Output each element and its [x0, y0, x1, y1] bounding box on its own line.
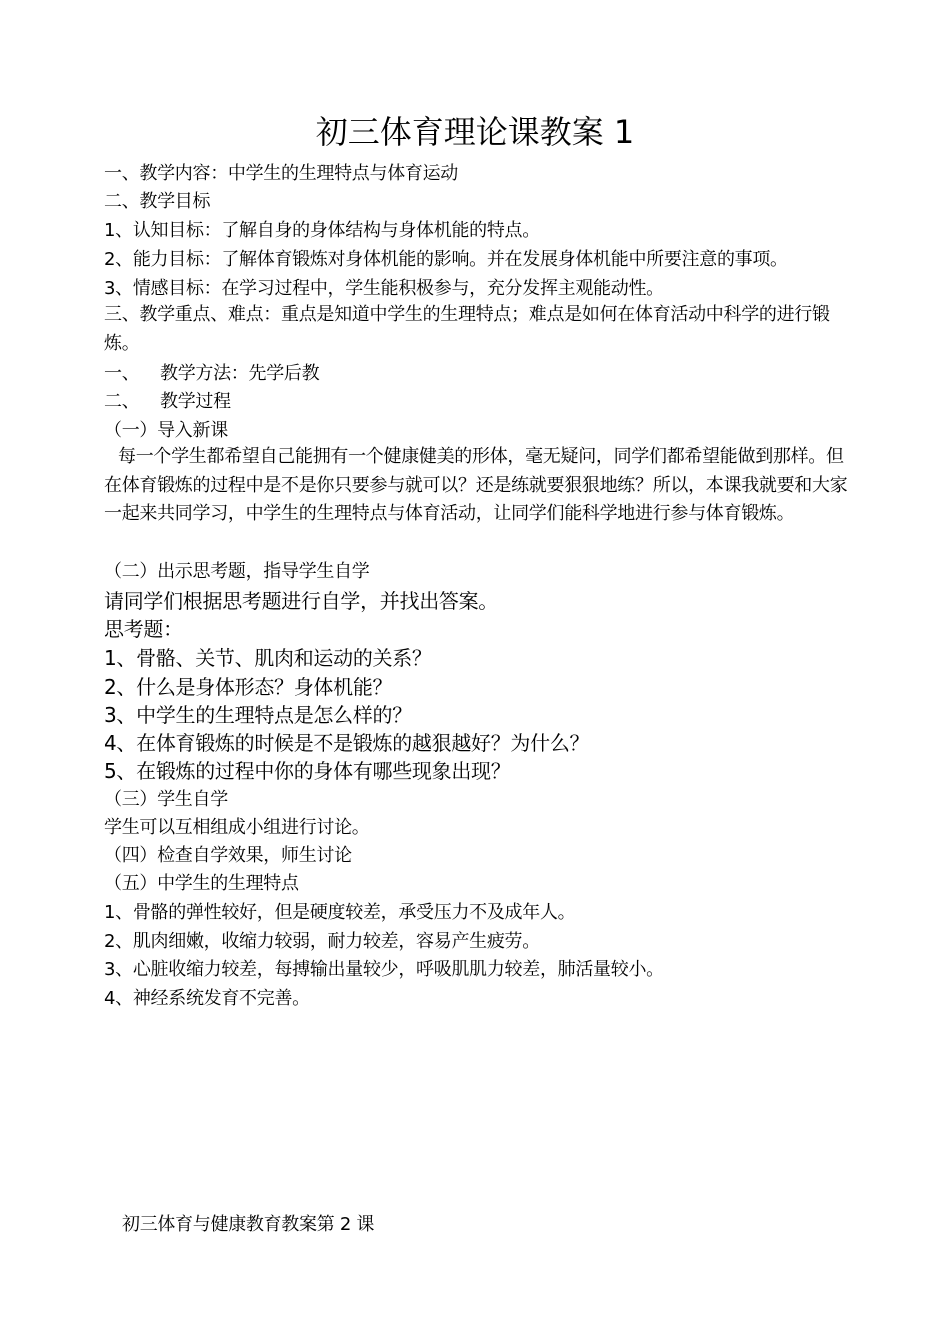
question-4: 4、在体育锻炼的时候是不是锻炼的越狠越好？为什么？: [104, 731, 590, 755]
question-3: 3、中学生的生理特点是怎么样的？: [104, 703, 412, 727]
process-number: 二、: [104, 391, 140, 412]
key-points: 三、教学重点、难点：重点是知道中学生的生理特点；难点是如何在体育活动中科学的进行锻炼。: [104, 304, 830, 354]
question-1: 1、骨骼、关节、肌肉和运动的关系？: [104, 646, 432, 670]
method-text: 教学方法：先学后教: [160, 363, 320, 384]
section-4-heading: （四）检查自学效果，师生讨论: [104, 845, 352, 866]
intro-text: 每一个学生都希望自己能拥有一个健康健美的形体，毫无疑问，同学们都希望能做到那样。但在体育锻炼的过程中是不是你只要参与就可以？还是练就要狠狠地练？所以，本课我就要和大家一起来共同学习，中学生的生理特点与体育活动，让同学们能科学地进行参与体育锻炼。: [104, 446, 848, 524]
section-2-heading: （二）出示思考题，指导学生自学: [104, 561, 370, 582]
section-3-text: 学生可以互相组成小组进行讨论。: [104, 817, 370, 838]
question-5: 5、在锻炼的过程中你的身体有哪些现象出现？: [104, 759, 511, 783]
intro-paragraph: [104, 443, 849, 529]
section-1-heading: （一）导入新课: [104, 420, 228, 441]
questions-label: 思考题：: [104, 617, 183, 641]
teaching-content: 一、教学内容：中学生的生理特点与体育运动: [104, 163, 458, 184]
goal-cognitive: 1、认知目标：了解自身的身体结构与身体机能的特点。: [104, 220, 540, 241]
teaching-process: [104, 391, 231, 413]
method-number: 一、: [104, 363, 140, 384]
section-3-heading: （三）学生自学: [104, 789, 228, 810]
goal-emotion: 3、情感目标：在学习过程中，学生能积极参与，充分发挥主观能动性。: [104, 278, 664, 299]
trait-1: 1、骨骼的弹性较好，但是硬度较差，承受压力不及成年人。: [104, 902, 576, 923]
process-text: 教学过程: [160, 391, 231, 412]
goal-ability: 2、能力目标：了解体育锻炼对身体机能的影响。并在发展身体机能中所要注意的事项。: [104, 249, 788, 270]
teaching-method: [104, 363, 319, 385]
question-2: 2、什么是身体形态？身体机能？: [104, 675, 393, 699]
section-2-text: 请同学们根据思考题进行自学，并找出答案。: [104, 589, 498, 613]
trait-4: 4、神经系统发育不完善。: [104, 988, 310, 1009]
section-5-heading: （五）中学生的生理特点: [104, 873, 299, 894]
trait-2: 2、肌肉细嫩，收缩力较弱，耐力较差，容易产生疲劳。: [104, 931, 540, 952]
teaching-goals-heading: 二、教学目标: [104, 191, 211, 212]
next-lesson-title: 初三体育与健康教育教案第 2 课: [122, 1214, 375, 1235]
trait-3: 3、心脏收缩力较差，每搏输出量较少，呼吸肌肌力较差，肺活量较小。: [104, 959, 664, 980]
document-title: 初三体育理论课教案 1: [315, 113, 635, 151]
